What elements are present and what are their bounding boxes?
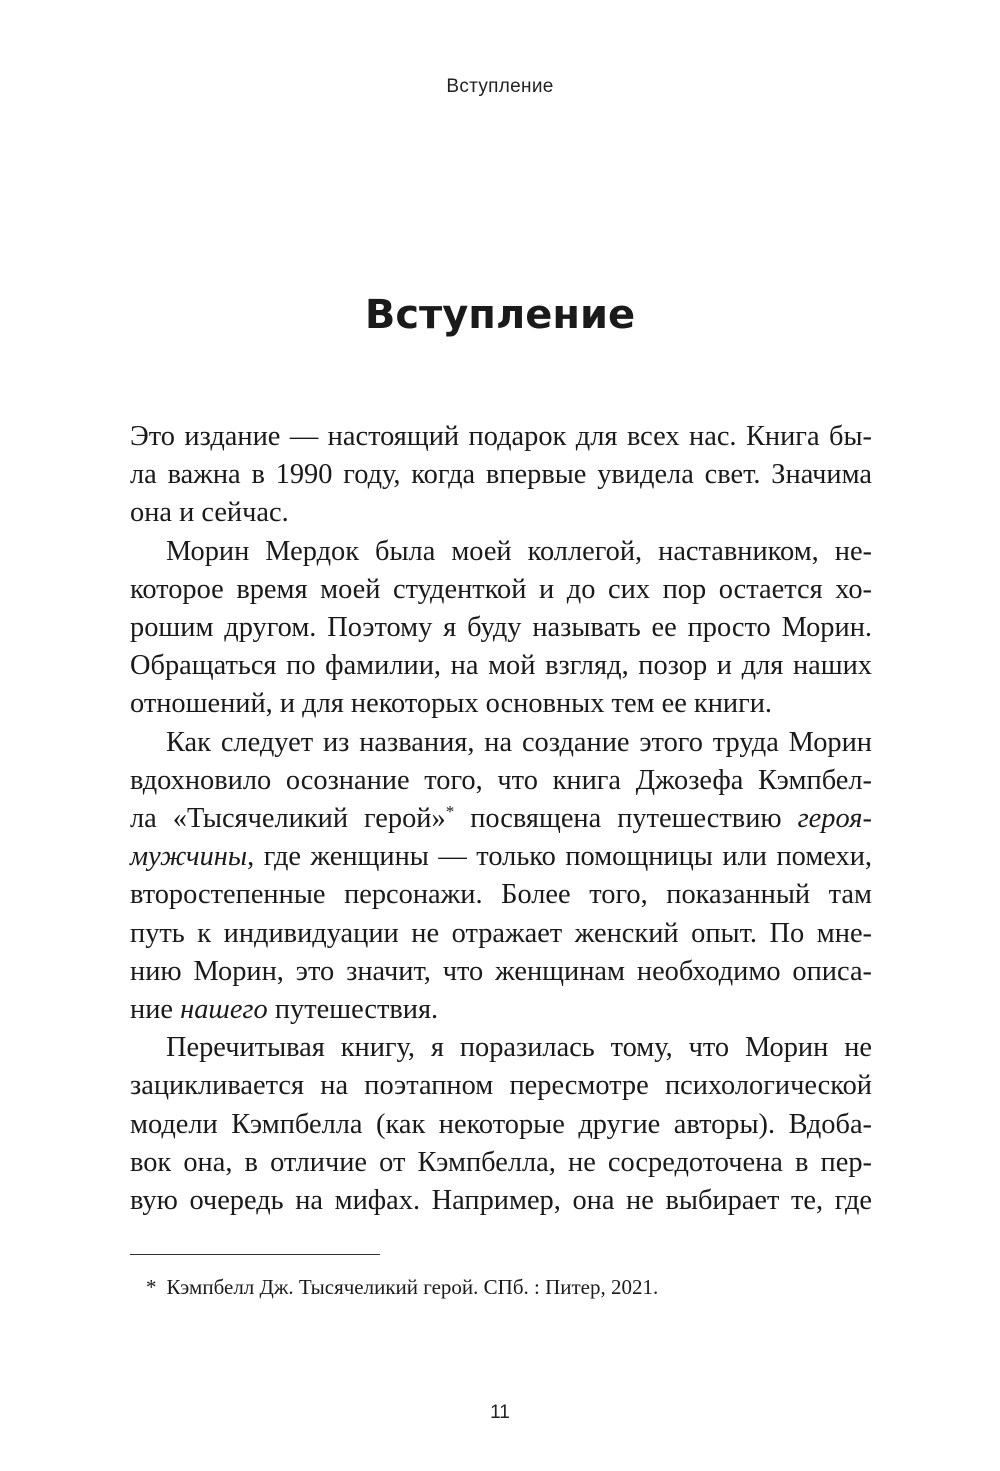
text-line: Это издание — настоящий подарок для всех нас. Книга бы- [130, 421, 872, 452]
text-line: вок она, в отличие от Кэмпбелла, не сосредоточена в пер- [130, 1146, 872, 1178]
text-line: вую очередь на мифах. Например, она не выбирает те, где [130, 1185, 872, 1217]
paragraph-2 [130, 533, 872, 724]
text-line-with-emphasis [130, 991, 872, 1029]
text-line: которое время моей студенткой и до сих пор остается хо- [130, 573, 872, 605]
paragraph-1 [130, 418, 872, 533]
body-text [130, 418, 872, 1220]
text-line: путь к индивидуации не отражает женский опыт. По мне- [130, 917, 872, 949]
text-segment: путешествия. [274, 994, 439, 1026]
text-line: Перечитывая книгу, я поразилась тому, что Морин не [166, 1032, 872, 1064]
text-line-with-footnote [130, 800, 872, 838]
text-line: вдохновило осознание того, что книга Джозефа Кэмпбел- [130, 764, 872, 796]
footnote-divider [130, 1254, 380, 1255]
text-line: отношений, и для некоторых основных тем ее книги. [130, 688, 773, 720]
footnote [146, 1274, 846, 1300]
text-segment: ние [130, 994, 173, 1026]
text-line: нию Морин, это значит, что женщинам необходимо описа- [130, 955, 872, 987]
page-number: 11 [490, 1402, 510, 1423]
emphasis-text: мужчины [130, 841, 248, 873]
text-line: она и сейчас. [130, 497, 289, 529]
text-line: Обращаться по фамилии, на мой взгляд, позор и для наших [130, 650, 872, 682]
text-line: Как следует из названия, на создание этого труда Морин [166, 726, 872, 758]
footnote-mark: * [146, 1275, 157, 1299]
text-segment: посвящена путешествию [470, 803, 782, 835]
text-line: Морин Мердок была моей коллегой, наставником, не- [166, 535, 872, 567]
text-line: рошим другом. Поэтому я буду называть ее просто Морин. [130, 612, 872, 644]
text-line: ла важна в 1990 году, когда впервые увидела свет. Значима [130, 459, 872, 491]
paragraph-3 [130, 724, 872, 1030]
text-segment: ла «Тысячеликий герой» [130, 803, 446, 835]
text-segment: , где женщины — только помощницы или помехи, [247, 841, 872, 873]
chapter-title: Вступление [364, 292, 636, 338]
text-line-with-emphasis [130, 838, 872, 876]
footnote-reference[interactable]: * [445, 802, 455, 822]
text-line: модели Кэмпбелла (как некоторые другие авторы). Вдоба- [130, 1108, 872, 1140]
paragraph-4 [130, 1029, 872, 1220]
running-head: Вступление [446, 76, 554, 97]
emphasis-text: нашего [180, 994, 268, 1026]
emphasis-text: героя- [797, 803, 872, 835]
footnote-text: Кэмпбелл Дж. Тысячеликий герой. СПб. : Питер, 2021. [166, 1275, 659, 1299]
text-line: второстепенные персонажи. Более того, показанный там [130, 879, 872, 911]
text-line: зацикливается на поэтапном пересмотре психологической [130, 1070, 872, 1102]
